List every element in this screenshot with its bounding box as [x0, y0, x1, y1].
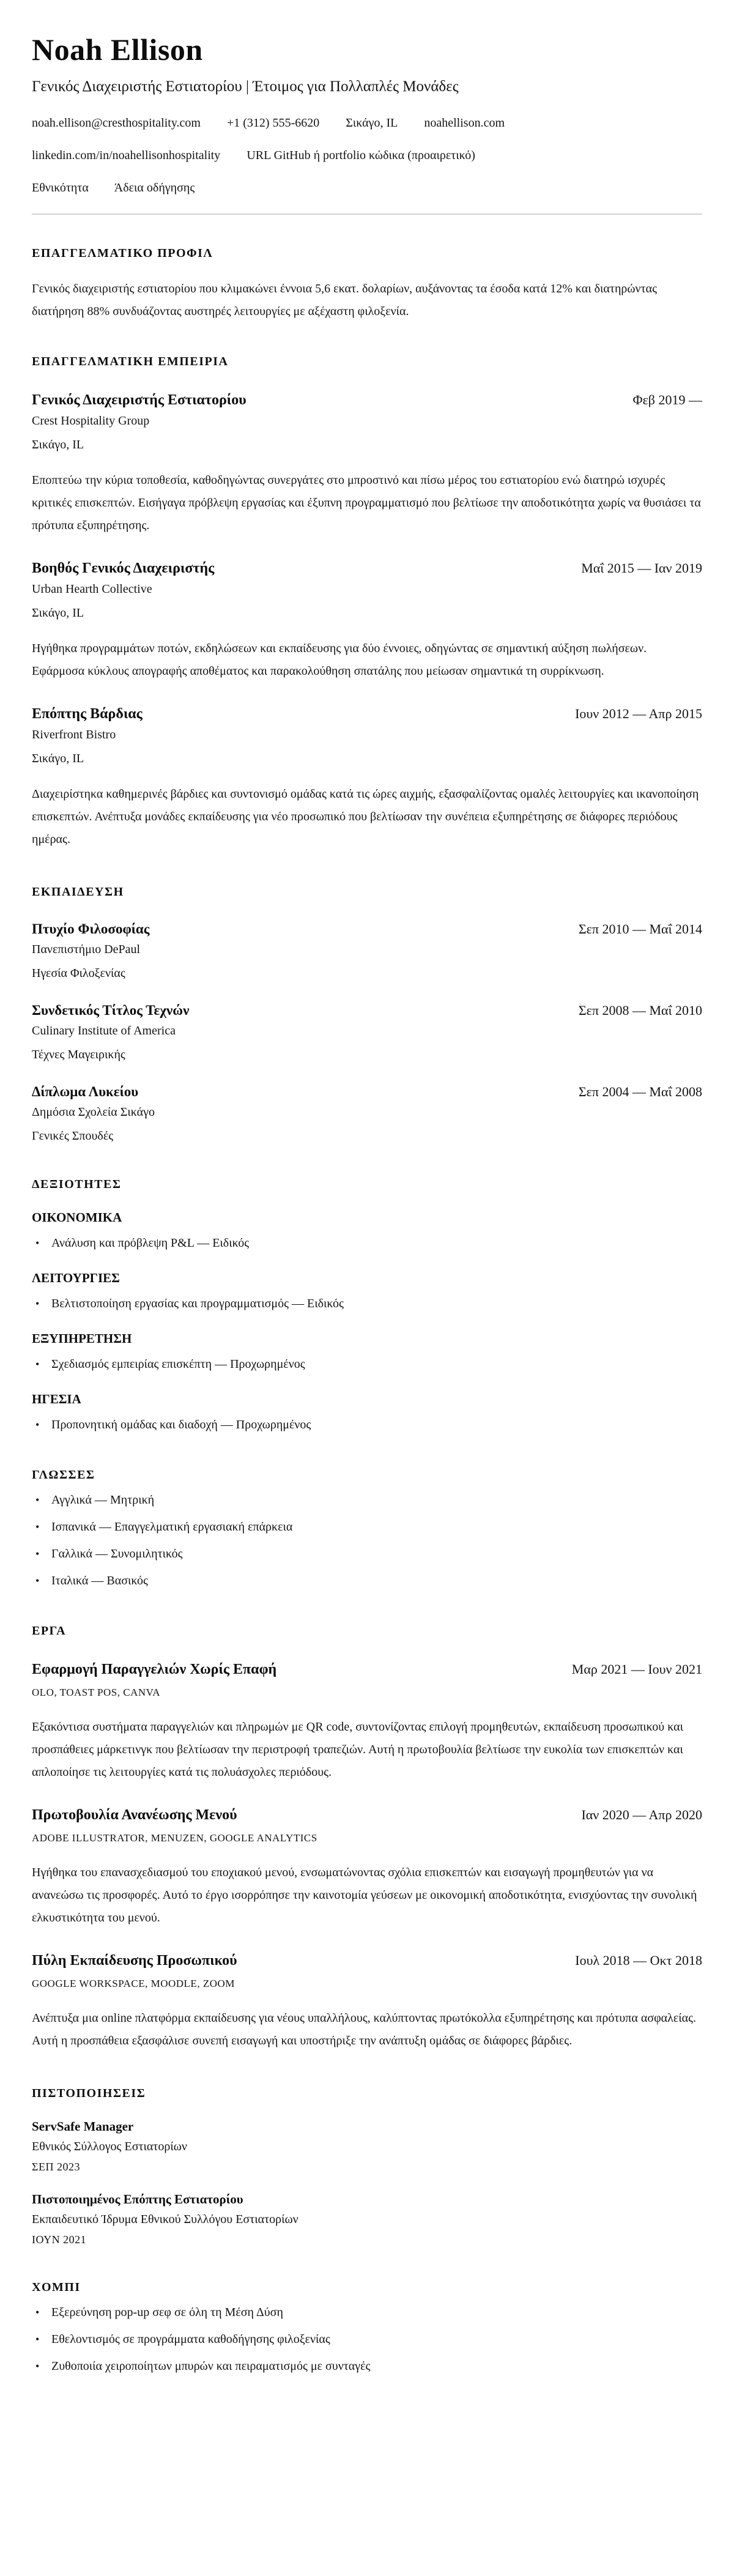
job-location: Σικάγο, IL: [32, 606, 84, 620]
project-entry: [32, 1807, 702, 1929]
education-school: Δημόσια Σχολεία Σικάγο: [32, 1105, 155, 1119]
section-heading-experience: ΕΠΑΓΓΕΛΜΑΤΙΚΗ ΕΜΠΕΙΡΙΑ: [32, 355, 229, 368]
section-heading-certifications: ΠΙΣΤΟΠΟΙΗΣΕΙΣ: [32, 2087, 146, 2100]
section-heading-projects: ΕΡΓΑ: [32, 1624, 67, 1638]
education-dates: Σεπ 2008 — Μαΐ 2010: [578, 1003, 702, 1018]
section-heading-languages: ΓΛΩΣΣΕΣ: [32, 1468, 95, 1482]
certification-name: ServSafe Manager: [32, 2119, 134, 2134]
project-tools: OLO, TOAST POS, CANVA: [32, 1687, 160, 1698]
project-dates: Ιουλ 2018 — Οκτ 2018: [575, 1953, 702, 1968]
job-location: Σικάγο, IL: [32, 438, 84, 451]
degree-title: Συνδετικός Τίτλος Τεχνών: [32, 1003, 190, 1018]
project-entry-head: [32, 1807, 702, 1824]
education-entry: [32, 1084, 702, 1143]
certification-entry: [32, 2119, 702, 2173]
section-hobbies: [32, 2281, 702, 2375]
education-dates: Σεπ 2010 — Μαΐ 2014: [578, 921, 702, 937]
job-description: Εποπτεύω την κύρια τοποθεσία, καθοδηγώντας συνεργάτες στο μπροστινό και πίσω μέρος του εστιατορίου ενώ διατηρώ ισχυρές κριτικές επισκεπτών. Εισήγαγα πρόβλεψη εργασίας και έξυπνη προγραμματισμό που βελτίωσε την αποδοτικότητα χωρίς να θυσιάσει τα πρότυπα εξυπηρέτησης.: [32, 473, 701, 532]
skill-category-leadership: ΗΓΕΣΙΑ: [32, 1392, 81, 1406]
skill-list: [32, 1234, 702, 1252]
education-entry-head: [32, 1084, 702, 1100]
certification-issuer: Εθνικός Σύλλογος Εστιατορίων: [32, 2140, 187, 2153]
language-list: [32, 1491, 702, 1590]
contact-website: noahellison.com: [424, 116, 505, 130]
job-entry: [32, 560, 702, 683]
project-description: Εξακόντισα συστήματα παραγγελιών και πληρωμών με QR code, συντονίζοντας επιλογή προμηθευτών, εκπαίδευση προσωπικού και προσπάθειες μάρκετινγκ που βελτίωσαν την περιστροφή τραπεζιών. Αυτή η πρωτοβουλία βελτίωσε την ευκολία των επισκεπτών και απλοποίησε τις λειτουργίες κατά τις πολυάσχολες περιόδους.: [32, 1720, 683, 1779]
certification-name: Πιστοποιημένος Επόπτης Εστιατορίου: [32, 2192, 243, 2207]
language-item: • Αγγλικά — Μητρική: [32, 1491, 702, 1509]
skill-item: • Ανάλυση και πρόβλεψη P&L — Ειδικός: [32, 1234, 702, 1252]
contact-linkedin: linkedin.com/in/noahellisonhospitality: [32, 149, 221, 162]
job-dates: Φεβ 2019 —: [632, 392, 702, 407]
education-entry-head: [32, 921, 702, 937]
project-dates: Ιαν 2020 — Απρ 2020: [581, 1807, 702, 1822]
section-education: [32, 885, 702, 1143]
project-tools: GOOGLE WORKSPACE, MOODLE, ZOOM: [32, 1978, 235, 1989]
project-description: Ανέπτυξα μια online πλατφόρμα εκπαίδευσης για νέους υπαλλήλους, καλύπτοντας πρωτόκολλα εξυπηρέτησης και πρότυπα ασφαλείας. Αυτή η προσπάθεια εξασφάλισε συνεπή εισαγωγή και υποστήριξε την ανάπτυξη ομάδας σε διάφορες βάρδιες.: [32, 2011, 696, 2047]
job-company: Urban Hearth Collective: [32, 582, 152, 596]
skill-item: • Σχεδιασμός εμπειρίας επισκέπτη — Προχωρημένος: [32, 1355, 702, 1373]
section-certifications: [32, 2087, 702, 2246]
skill-list: [32, 1416, 702, 1434]
project-entry: [32, 1953, 702, 2052]
project-title: Πρωτοβουλία Ανανέωσης Μενού: [32, 1807, 237, 1823]
section-heading-profile: ΕΠΑΓΓΕΛΜΑΤΙΚΟ ΠΡΟΦΙΛ: [32, 247, 213, 260]
job-entry: [32, 706, 702, 851]
project-tools: ADOBE ILLUSTRATOR, MENUZEN, GOOGLE ANALYTICS: [32, 1832, 317, 1844]
contact-github-note: URL GitHub ή portfolio κώδικα (προαιρετικό): [247, 149, 475, 162]
project-entry-head: [32, 1661, 702, 1678]
job-entry-head: [32, 392, 702, 409]
section-skills: [32, 1178, 702, 1434]
job-entry: [32, 392, 702, 537]
skill-item: • Προπονητική ομάδας και διαδοχή — Προχωρημένος: [32, 1416, 702, 1434]
job-title: Γενικός Διαχειριστής Εστιατορίου: [32, 392, 247, 408]
project-entry: [32, 1661, 702, 1784]
certification-date: ΙΟΥΝ 2021: [32, 2233, 87, 2246]
language-item: • Ιταλικά — Βασικός: [32, 1572, 702, 1590]
job-description: Ηγήθηκα προγραμμάτων ποτών, εκδηλώσεων και εκπαίδευσης για δύο έννοιες, οδηγώντας σε σημαντική αύξηση πωλήσεων. Εφάρμοσα κύκλους απογραφής αποθέματος και παρακολούθηση σπατάλης που μείωσαν σημαντικά τη συρρίκνωση.: [32, 642, 647, 678]
language-item: • Ισπανικά — Επαγγελματική εργασιακή επάρκεια: [32, 1518, 702, 1536]
section-profile: [32, 247, 702, 323]
certification-entry: [32, 2192, 702, 2246]
contact-location: Σικάγο, IL: [346, 116, 398, 130]
job-description: Διαχειρίστηκα καθημερινές βάρδιες και συντονισμό ομάδας κατά τις ώρες αιχμής, εξασφαλίζοντας ομαλές λειτουργίες και ικανοποίηση επισκεπτών. Ανέπτυξα μονάδες εκπαίδευσης για νέο προσωπικό που βελτίωσαν την συνέπεια εξυπηρέτησης σε διάφορες περιόδους ημέρας.: [32, 787, 699, 846]
section-heading-hobbies: ΧΟΜΠΙ: [32, 2281, 81, 2294]
job-title: Βοηθός Γενικός Διαχειριστής: [32, 560, 215, 576]
contact-row-2: [32, 149, 702, 163]
job-entry-head: [32, 706, 702, 722]
education-field: Γενικές Σπουδές: [32, 1129, 114, 1143]
resume-header: [32, 32, 702, 195]
job-dates: Μαΐ 2015 — Ιαν 2019: [581, 560, 702, 576]
degree-title: Δίπλωμα Λυκείου: [32, 1084, 139, 1099]
section-projects: [32, 1624, 702, 2052]
project-title: Πύλη Εκπαίδευσης Προσωπικού: [32, 1953, 237, 1969]
contact-nationality: Εθνικότητα: [32, 181, 89, 195]
job-company: Riverfront Bistro: [32, 728, 116, 741]
skill-category-operations: ΛΕΙΤΟΥΡΓΙΕΣ: [32, 1271, 120, 1285]
hobby-item: • Εξερεύνηση pop-up σεφ σε όλη τη Μέση Δύση: [32, 2303, 702, 2322]
hobby-item: • Εθελοντισμός σε προγράμματα καθοδήγησης φιλοξενίας: [32, 2330, 702, 2348]
project-entry-head: [32, 1953, 702, 1969]
language-item: • Γαλλικά — Συνομιλητικός: [32, 1545, 702, 1563]
education-entry-head: [32, 1003, 702, 1019]
person-name: Noah Ellison: [32, 32, 203, 67]
contact-row-3: [32, 181, 702, 195]
education-field: Ηγεσία Φιλοξενίας: [32, 967, 125, 980]
section-heading-skills: ΔΕΞΙΟΤΗΤΕΣ: [32, 1178, 122, 1191]
project-description: Ηγήθηκα του επανασχεδιασμού του εποχιακού μενού, ενσωματώνοντας σχόλια επισκεπτών και εισαγωγή προμηθευτών για να ανανεώσω τις προσφορές. Αυτό το έργο ισορρόπησε την καινοτομία γεύσεων με οικονομική αποδοτικότητα, ενισχύοντας την συνολική ελκυστικότητα του μενού.: [32, 1866, 697, 1925]
certification-date: ΣΕΠ 2023: [32, 2161, 80, 2173]
contact-phone: +1 (312) 555-6620: [226, 116, 320, 130]
education-field: Τέχνες Μαγειρικής: [32, 1048, 125, 1061]
contact-driving-license: Άδεια οδήγησης: [114, 181, 195, 195]
education-school: Culinary Institute of America: [32, 1024, 176, 1037]
job-dates: Ιουν 2012 — Απρ 2015: [575, 706, 702, 721]
job-location: Σικάγο, IL: [32, 752, 84, 765]
header-divider: [32, 213, 702, 215]
project-dates: Μαρ 2021 — Ιουν 2021: [571, 1661, 702, 1677]
skill-item: • Βελτιστοποίηση εργασίας και προγραμματισμός — Ειδικός: [32, 1294, 702, 1313]
skill-category-finance: ΟΙΚΟΝΟΜΙΚΑ: [32, 1210, 122, 1225]
profile-summary: Γενικός διαχειριστής εστιατορίου που κλιμακώνει έννοια 5,6 εκατ. δολαρίων, αυξάνοντας τα έσοδα κατά 12% και διατηρώντας διατήρηση 88% συνδυάζοντας αυστηρές λειτουργίες με αξέχαστη φιλοξενία.: [32, 282, 658, 318]
section-languages: [32, 1468, 702, 1590]
project-title: Εφαρμογή Παραγγελιών Χωρίς Επαφή: [32, 1661, 277, 1677]
person-headline: Γενικός Διαχειριστής Εστιατορίου | Έτοιμος για Πολλαπλές Μονάδες: [32, 78, 459, 95]
contact-row-1: [32, 116, 702, 130]
job-company: Crest Hospitality Group: [32, 414, 150, 428]
education-entry: [32, 921, 702, 981]
skill-list: [32, 1294, 702, 1313]
education-school: Πανεπιστήμιο DePaul: [32, 943, 141, 956]
degree-title: Πτυχίο Φιλοσοφίας: [32, 921, 150, 937]
skill-list: [32, 1355, 702, 1373]
job-title: Επόπτης Βάρδιας: [32, 706, 143, 722]
contact-email: noah.ellison@cresthospitality.com: [32, 116, 201, 130]
section-experience: [32, 355, 702, 851]
education-dates: Σεπ 2004 — Μαΐ 2008: [578, 1084, 702, 1099]
hobby-item: • Ζυθοποιία χειροποίητων μπυρών και πειραματισμός με συνταγές: [32, 2357, 702, 2375]
certification-issuer: Εκπαιδευτικό Ίδρυμα Εθνικού Συλλόγου Εστιατορίων: [32, 2213, 298, 2226]
hobby-list: [32, 2303, 702, 2375]
section-heading-education: ΕΚΠΑΙΔΕΥΣΗ: [32, 885, 124, 899]
job-entry-head: [32, 560, 702, 577]
skill-category-service: ΕΞΥΠΗΡΕΤΗΣΗ: [32, 1331, 132, 1346]
education-entry: [32, 1003, 702, 1062]
